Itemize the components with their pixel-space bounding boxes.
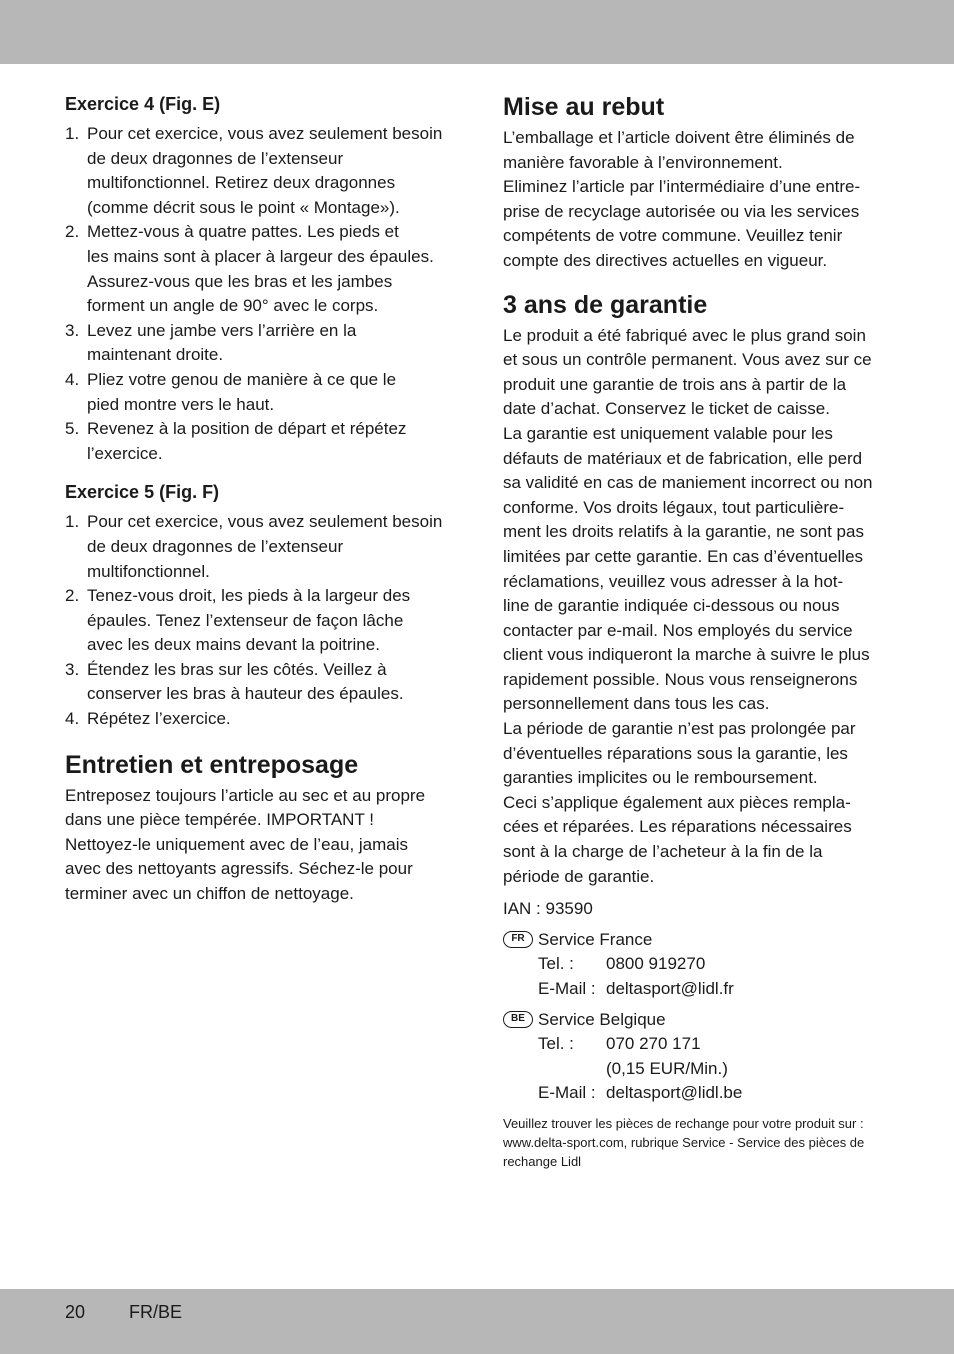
text-line: Répétez l’exercice. — [87, 709, 231, 729]
text-line: rechange Lidl — [503, 1153, 582, 1169]
text-line: Nettoyez-le uniquement avec de l’eau, jamais — [65, 834, 409, 854]
language-code: FR/BE — [129, 1302, 183, 1322]
text-line: Pour cet exercice, vous avez seulement besoin — [87, 512, 443, 532]
text-line: réclamations, veuillez vous adresser à la hot- — [503, 571, 844, 591]
text-line: conserver les bras à hauteur des épaules. — [87, 684, 404, 704]
text-line: période de garantie. — [503, 866, 655, 886]
text-line: d’éventuelles réparations sous la garantie, les — [503, 743, 848, 763]
service-mail-row — [538, 1081, 898, 1106]
disposal-heading: Mise au rebut — [503, 93, 665, 121]
text-line: sont à la charge de l’acheteur à la fin de la — [503, 842, 823, 862]
left-column — [65, 92, 460, 907]
exercise-5-steps — [65, 510, 460, 731]
text-line: Mettez-vous à quatre pattes. Les pieds et — [87, 222, 399, 242]
ian-number: IAN : 93590 — [503, 899, 593, 919]
text-line: Pour cet exercice, vous avez seulement besoin — [87, 124, 443, 143]
text-line: www.delta-sport.com, rubrique Service - Service des pièces de — [503, 1134, 865, 1150]
tel-label: Tel. : — [538, 1034, 574, 1054]
text-line: épaules. Tenez l’extenseur de façon lâche — [87, 610, 404, 630]
tel-value: 0800 919270 — [606, 954, 706, 974]
text-line: Entreposez toujours l’article au sec et au propre — [65, 785, 426, 805]
list-item — [65, 368, 460, 417]
header-band — [0, 0, 954, 64]
text-line: compte des directives actuelles en vigueur. — [503, 250, 828, 270]
text-line: et sous un contrôle permanent. Vous avez sur ce — [503, 350, 872, 370]
tel-note: (0,15 EUR/Min.) — [606, 1058, 728, 1078]
text-line: manière favorable à l’environnement. — [503, 152, 783, 172]
text-line: compétents de votre commune. Veuillez tenir — [503, 226, 843, 246]
step-number: 2. — [65, 586, 80, 606]
list-item — [65, 584, 460, 658]
service-france — [503, 928, 898, 1002]
list-item — [65, 122, 460, 220]
step-number: 1. — [65, 124, 80, 143]
text-line: Levez une jambe vers l’arrière en la — [87, 320, 357, 340]
warranty-heading: 3 ans de garantie — [503, 290, 708, 319]
service-tel-row — [538, 952, 898, 977]
right-column — [503, 92, 898, 1171]
exercise-4-heading: Exercice 4 (Fig. E) — [65, 94, 221, 114]
text-line: Assurez-vous que les bras et les jambes — [87, 271, 393, 291]
text-line: sa validité en cas de maniement incorrect ou non — [503, 473, 873, 493]
text-line: terminer avec un chiffon de nettoyage. — [65, 884, 354, 904]
text-line: produit une garantie de trois ans à partir de la — [503, 374, 847, 394]
service-tel-row — [538, 1032, 898, 1057]
step-number: 3. — [65, 320, 80, 340]
step-number: 1. — [65, 512, 80, 532]
text-line: prise de recyclage autorisée ou via les services — [503, 201, 860, 221]
text-line: Étendez les bras sur les côtés. Veillez à — [87, 659, 387, 679]
text-line: client vous indiqueront la marche à suivre le plus — [503, 645, 870, 665]
text-line: avec des nettoyants agressifs. Séchez-le pour — [65, 859, 413, 879]
text-line: Eliminez l’article par l’intermédiaire d’une entre- — [503, 177, 861, 197]
text-line: La garantie est uniquement valable pour les — [503, 423, 833, 443]
mail-label: E-Mail : — [538, 979, 596, 998]
list-item — [65, 658, 460, 707]
text-line: Pliez votre genou de manière à ce que le — [87, 369, 397, 389]
tel-label: Tel. : — [538, 954, 574, 974]
text-line: maintenant droite. — [87, 345, 224, 365]
text-line: Ceci s’applique également aux pièces rempla- — [503, 792, 851, 812]
warranty-text — [503, 324, 898, 890]
list-item — [65, 417, 460, 466]
text-line: limitées par cette garantie. En cas d’éventuelles — [503, 546, 864, 566]
text-line: conforme. Vos droits légaux, tout particulière- — [503, 497, 845, 517]
text-line: de deux dragonnes de l’extenseur — [87, 148, 344, 168]
text-line: personnellement dans tous les cas. — [503, 694, 770, 714]
text-line: multifonctionnel. Retirez deux dragonnes — [87, 173, 396, 193]
service-title: Service France — [538, 929, 653, 949]
country-badge-be: BE — [503, 1011, 533, 1028]
step-number: 5. — [65, 419, 80, 439]
list-item — [65, 707, 460, 732]
tel-value: 070 270 171 — [606, 1034, 701, 1054]
care-storage-text — [65, 784, 460, 907]
list-item — [65, 220, 460, 318]
text-line: Revenez à la position de départ et répétez — [87, 419, 407, 439]
country-badge-fr: FR — [503, 931, 533, 948]
spare-parts-note — [503, 1114, 898, 1171]
exercise-4-steps — [65, 122, 460, 466]
step-number: 2. — [65, 222, 80, 242]
text-line: ment les droits relatifs à la garantie, ne sont pas — [503, 522, 864, 542]
text-line: multifonctionnel. — [87, 561, 210, 581]
step-number: 3. — [65, 659, 80, 679]
text-line: dans une pièce tempérée. IMPORTANT ! — [65, 810, 374, 830]
text-line: (comme décrit sous le point « Montage»). — [87, 197, 400, 217]
text-line: Le produit a été fabriqué avec le plus grand soin — [503, 325, 866, 345]
text-line: La période de garantie n’est pas prolongée par — [503, 719, 856, 739]
step-number: 4. — [65, 369, 80, 389]
mail-value: deltasport@lidl.be — [606, 1083, 743, 1103]
service-title: Service Belgique — [538, 1009, 666, 1029]
text-line: forment un angle de 90° avec le corps. — [87, 296, 379, 316]
text-line: rapidement possible. Nous vous renseignerons — [503, 669, 858, 689]
text-line: défauts de matériaux et de fabrication, elle perd — [503, 448, 863, 468]
list-item — [65, 319, 460, 368]
mail-value: deltasport@lidl.fr — [606, 979, 734, 998]
care-storage-heading: Entretien et entreposage — [65, 750, 359, 779]
disposal-text — [503, 126, 898, 274]
list-item — [65, 510, 460, 584]
mail-label: E-Mail : — [538, 1083, 596, 1103]
page-number: 20 — [65, 1302, 86, 1322]
text-line: contacter par e-mail. Nos employés du service — [503, 620, 853, 640]
text-line: L’emballage et l’article doivent être éliminés de — [503, 128, 855, 147]
spacer — [538, 1057, 606, 1082]
text-line: de deux dragonnes de l’extenseur — [87, 536, 344, 556]
text-line: l’exercice. — [87, 443, 163, 463]
text-line: line de garantie indiquée ci-dessous ou nous — [503, 596, 840, 616]
service-belgium — [503, 1008, 898, 1106]
service-mail-row — [538, 977, 898, 1002]
text-line: cées et réparées. Les réparations nécessaires — [503, 817, 852, 837]
exercise-5-heading: Exercice 5 (Fig. F) — [65, 482, 220, 503]
step-number: 4. — [65, 709, 80, 729]
text-line: date d’achat. Conservez le ticket de caisse. — [503, 399, 830, 419]
service-tel-note-row — [538, 1057, 898, 1082]
text-line: Veuillez trouver les pièces de rechange pour votre produit sur : — [503, 1115, 864, 1131]
text-line: pied montre vers le haut. — [87, 394, 275, 414]
text-line: les mains sont à placer à largeur des épaules. — [87, 246, 434, 266]
text-line: avec les deux mains devant la poitrine. — [87, 635, 380, 655]
text-line: garanties implicites ou le remboursement. — [503, 768, 818, 788]
text-line: Tenez-vous droit, les pieds à la largeur des — [87, 586, 411, 606]
